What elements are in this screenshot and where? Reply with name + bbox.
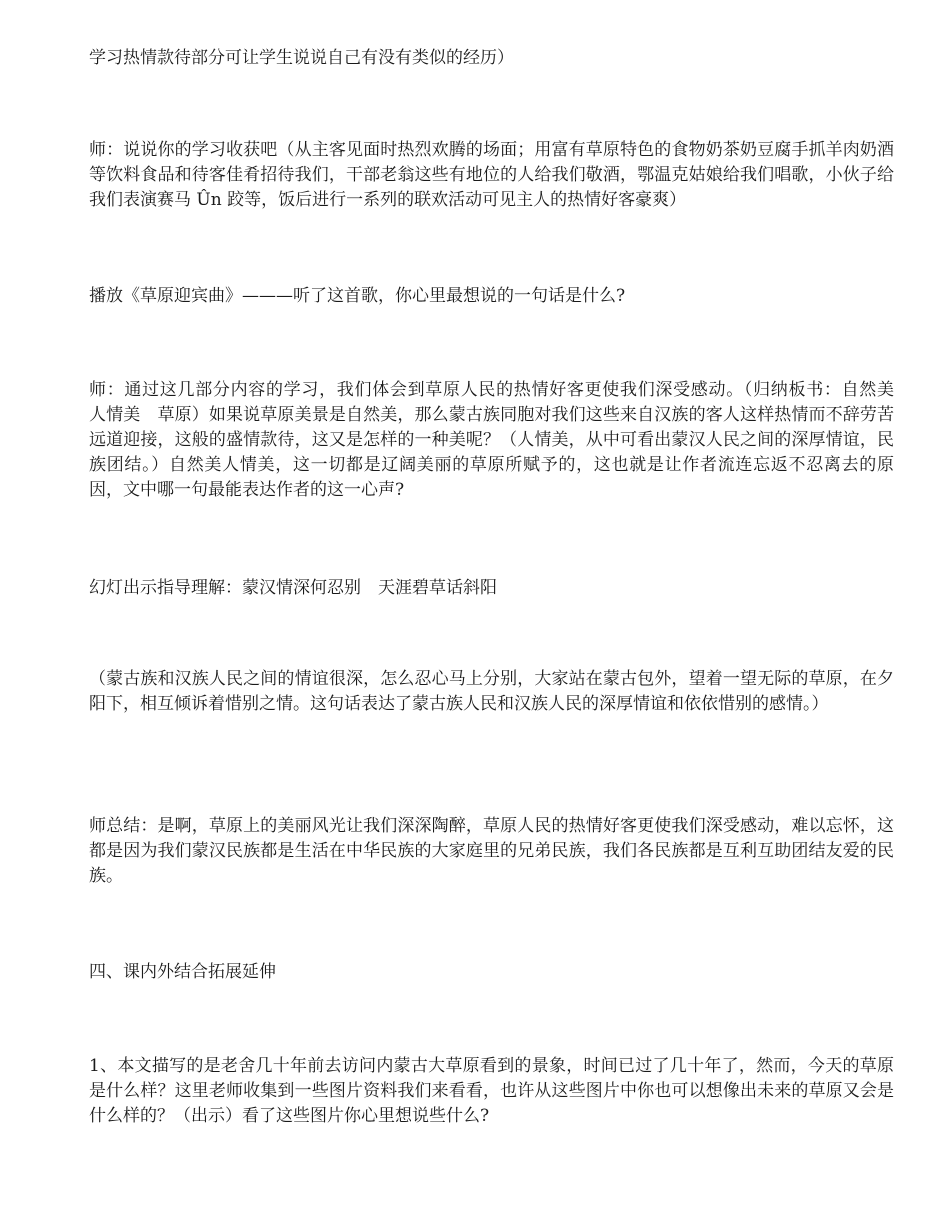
paragraph-hospitality-note: 学习热情款待部分可让学生说说自己有没有类似的经历） xyxy=(89,48,514,68)
paragraph-welcome-song: 播放《草原迎宾曲》———听了这首歌，你心里最想说的一句话是什么? xyxy=(89,286,626,306)
paragraph-teacher-conclusion: 师总结：是啊，草原上的美丽风光让我们深深陶醉，草原人民的热情好客更使我们深受感动，难以忘怀，这都是因为我们蒙汉民族都是生活在中华民族的大家庭里的兄弟民族，我们各民族都是互利互助团结友爱的民族。 xyxy=(89,816,894,886)
paragraph-farewell-explanation: （蒙古族和汉族人民之间的情谊很深，怎么忍心马上分别，大家站在蒙古包外，望着一望无际的草原，在夕阳下，相互倾诉着惜别之情。这句话表达了蒙古族人民和汉族人民的深厚情谊和依依惜别的感情。） xyxy=(89,669,894,714)
section-heading-extension: 四、课内外结合拓展延伸 xyxy=(89,962,276,982)
paragraph-extension-activity: 1、本文描写的是老舍几十年前去访问内蒙古大草原看到的景象，时间已过了几十年了，然而，今天的草原是什么样？这里老师收集到一些图片资料我们来看看，也许从这些图片中你也可以想像出未来的草原又会是什么样的？（出示）看了这些图片你心里想说些什么? xyxy=(89,1056,894,1126)
paragraph-learning-harvest: 师：说说你的学习收获吧（从主客见面时热烈欢腾的场面；用富有草原特色的食物奶茶奶豆腐手抓羊肉奶酒等饮料食品和待客佳肴招待我们，干部老翁这些有地位的人给我们敬酒，鄂温克姑娘给我们唱歌，小伙子给我们表演赛马 Ûn 跤等，饭后进行一系列的联欢活动可见主人的热情好客豪爽） xyxy=(89,140,894,210)
paragraph-slide-guidance: 幻灯出示指导理解：蒙汉情深何忍别 天涯碧草话斜阳 xyxy=(89,578,497,598)
paragraph-teacher-summary-beauty: 师：通过这几部分内容的学习，我们体会到草原人民的热情好客更使我们深受感动。（归纳板书：自然美 人情美 草原）如果说草原美景是自然美，那么蒙古族同胞对我们这些来自汉族的客人这样热情而不辞劳苦远道迎接，这般的盛情款待，这又是怎样的一种美呢？（人情美，从中可看出蒙汉人民之间的深厚情谊，民族团结。）自然美人情美，这一切都是辽阔美丽的草原所赋予的，这也就是让作者流连忘返不忍离去的原因，文中哪一句最能表达作者的这一心声? xyxy=(89,380,911,500)
